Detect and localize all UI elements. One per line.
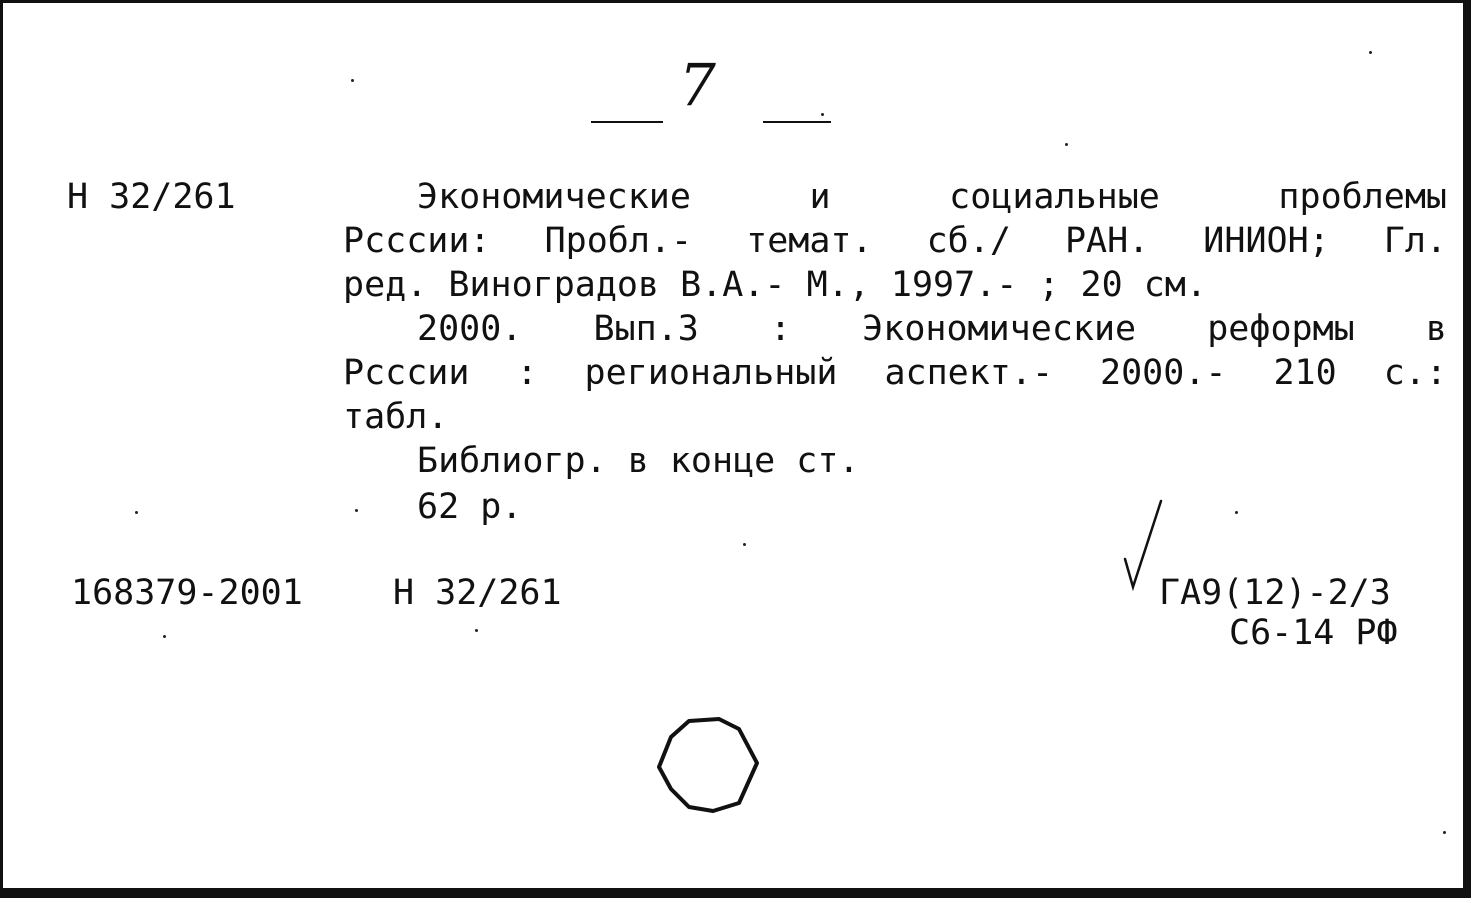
classification-code: ГА9(12)-2/3 xyxy=(1159,573,1391,613)
shelf-mark-bottom: Н 32/261 xyxy=(393,573,562,613)
scan-speck xyxy=(475,629,478,632)
title-word: сб./ xyxy=(926,221,1011,261)
title-word: проблемы xyxy=(1278,177,1447,217)
title-word: Пробл.- xyxy=(544,221,693,261)
scan-speck xyxy=(1369,51,1372,54)
volume-line-1 xyxy=(417,307,1447,351)
scan-speck xyxy=(135,511,138,514)
title-word: и xyxy=(809,177,831,217)
title-word: РАН. xyxy=(1064,221,1150,261)
volume-word: с.: xyxy=(1383,353,1447,393)
title-line-1 xyxy=(417,175,1447,219)
volume-word: в xyxy=(1425,309,1447,349)
volume-line-3: табл. xyxy=(343,397,449,437)
page-number-dash-right xyxy=(763,121,831,123)
price: 62 р. xyxy=(417,487,523,527)
volume-word: 2000.- xyxy=(1100,353,1227,393)
scan-speck xyxy=(743,543,746,546)
scan-speck xyxy=(1235,511,1238,514)
volume-line-2 xyxy=(343,351,1447,395)
volume-word: : xyxy=(516,353,538,393)
title-word: ИНИОН; xyxy=(1203,221,1330,261)
sigla: С6-14 РФ xyxy=(1229,613,1398,653)
title-word: темат. xyxy=(746,221,873,261)
title-word: Гл. xyxy=(1383,221,1447,261)
title-word: Рcccии: xyxy=(343,221,491,261)
volume-word: : xyxy=(769,309,792,349)
scan-speck xyxy=(1065,143,1068,146)
volume-word: Вып.3 xyxy=(593,309,699,349)
title-word: Экономические xyxy=(417,177,691,217)
title-line-2 xyxy=(343,219,1447,263)
volume-word: аспект.- xyxy=(884,353,1054,393)
title-word: социальные xyxy=(949,177,1160,217)
page-number-dash-left xyxy=(591,121,663,123)
shelf-mark: Н 32/261 xyxy=(67,177,236,217)
volume-word: 2000. xyxy=(417,309,523,349)
volume-word: реформы xyxy=(1207,309,1355,349)
scan-speck xyxy=(351,79,354,82)
volume-word: 210 xyxy=(1273,353,1337,393)
volume-word: региональный xyxy=(584,353,838,393)
punch-hole-icon xyxy=(653,715,765,817)
title-line-3: рeд. Виноградов В.А.- М., 1997.- ; 20 см. xyxy=(343,265,1207,305)
volume-word: Рcccии xyxy=(343,353,470,393)
scan-speck xyxy=(1443,831,1446,834)
bibliography-note: Библиогр. в конце ст. xyxy=(417,441,860,481)
volume-word: Экономические xyxy=(862,309,1137,349)
scan-speck xyxy=(821,113,824,116)
scan-speck xyxy=(163,635,166,638)
inventory-number: 168379-2001 xyxy=(71,573,303,613)
scan-speck xyxy=(355,509,358,512)
page-number: 7 xyxy=(679,51,716,119)
